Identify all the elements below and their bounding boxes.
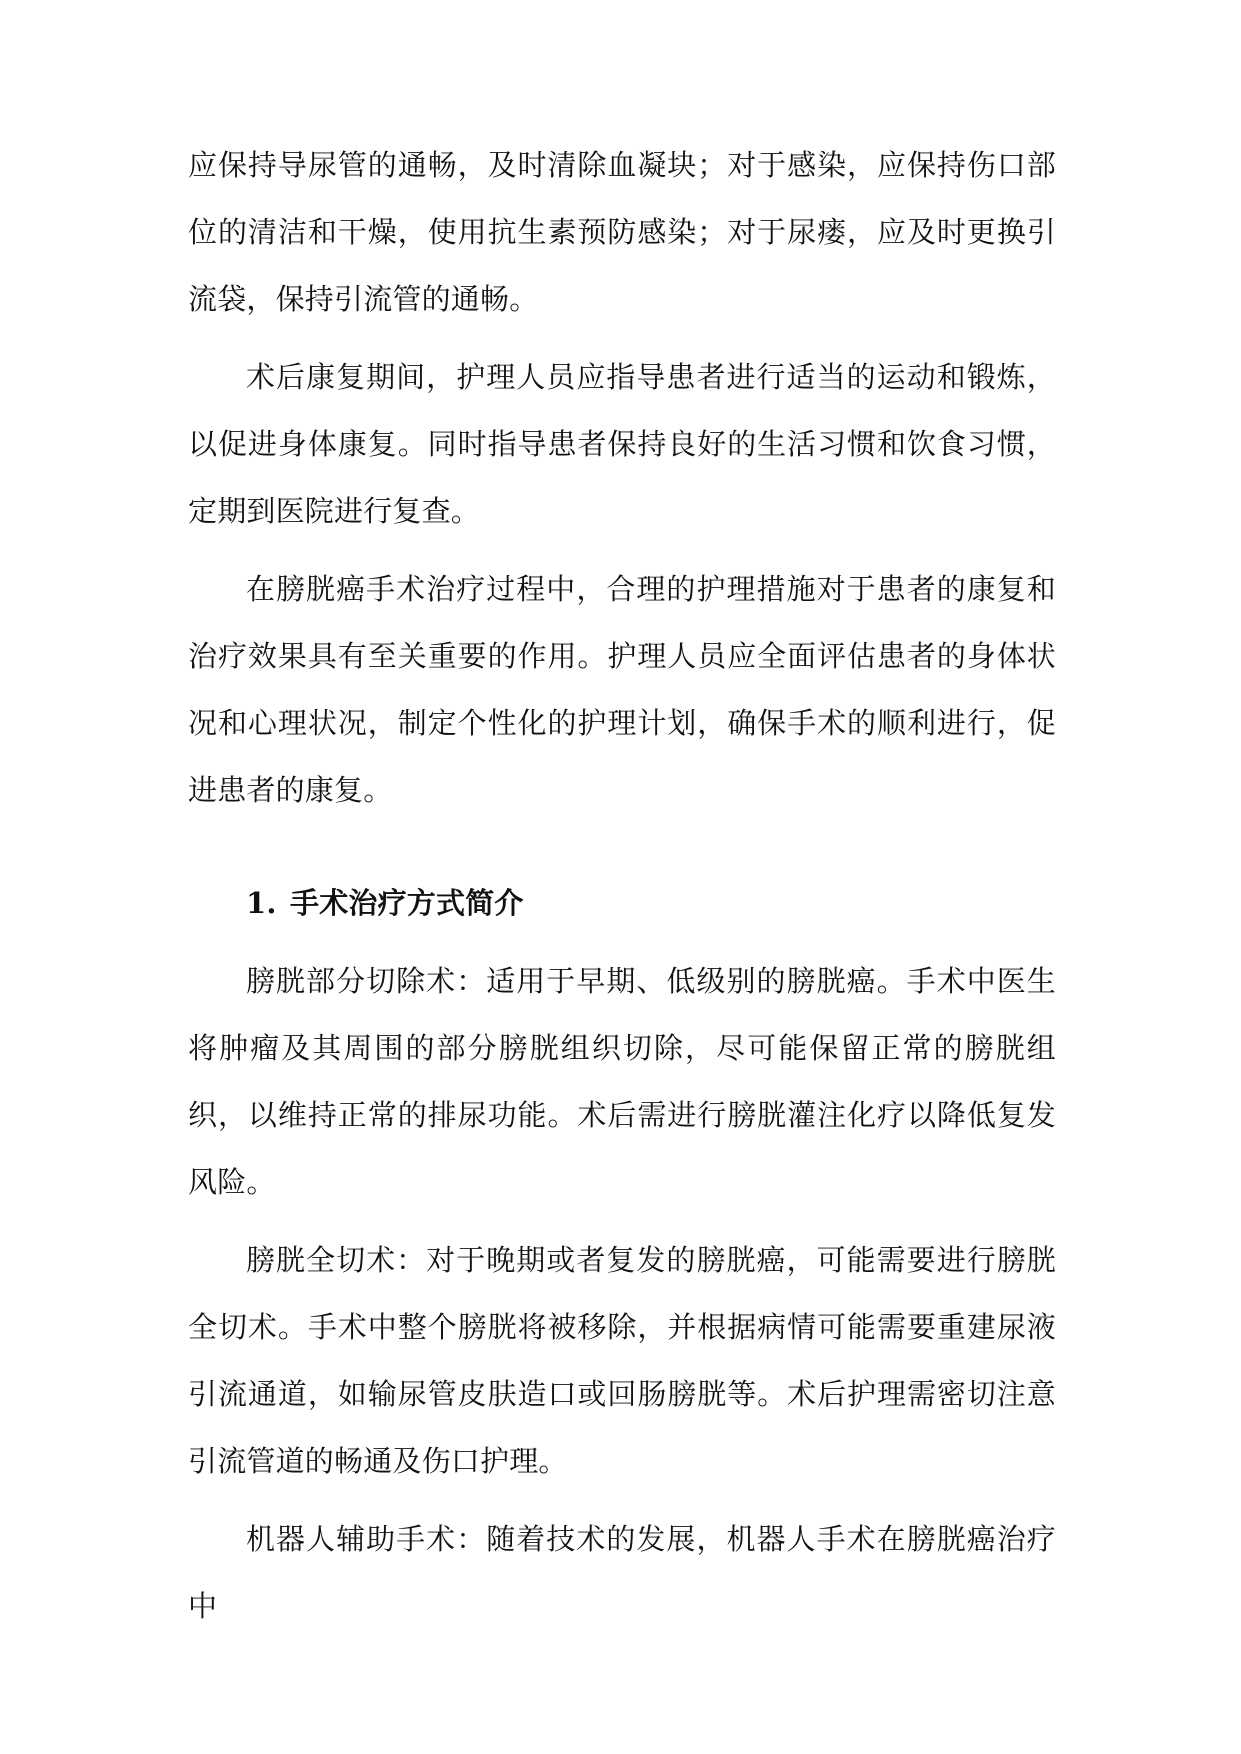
paragraph-rehabilitation: 术后康复期间，护理人员应指导患者进行适当的运动和锻炼，以促进身体康复。同时指导患者保持良好的生活习惯和饮食习惯，定期到医院进行复查。	[188, 360, 1056, 528]
section-title: 手术治疗方式简介	[290, 886, 524, 920]
paragraph-partial-cystectomy: 膀胱部分切除术：适用于早期、低级别的膀胱癌。手术中医生将肿瘤及其周围的部分膀胱组织切除，尽可能保留正常的膀胱组织，以维持正常的排尿功能。术后需进行膀胱灌注化疗以降低复发风险。	[188, 964, 1056, 1199]
document-page	[188, 132, 1056, 1640]
section-number: 1.	[246, 886, 277, 920]
paragraph-radical-cystectomy: 膀胱全切术：对于晚期或者复发的膀胱癌，可能需要进行膀胱全切术。手术中整个膀胱将被移除，并根据病情可能需要重建尿液引流通道，如输尿管皮肤造口或回肠膀胱等。术后护理需密切注意引流管道的畅通及伤口护理。	[188, 1243, 1056, 1478]
paragraph-postop-complications: 应保持导尿管的通畅，及时清除血凝块；对于感染，应保持伤口部位的清洁和干燥，使用抗生素预防感染；对于尿瘘，应及时更换引流袋，保持引流管的通畅。	[188, 148, 1056, 316]
section-heading	[188, 870, 1056, 937]
paragraph-nursing-summary: 在膀胱癌手术治疗过程中，合理的护理措施对于患者的康复和治疗效果具有至关重要的作用。护理人员应全面评估患者的身体状况和心理状况，制定个性化的护理计划，确保手术的顺利进行，促进患者的康复。	[188, 572, 1056, 807]
paragraph-robotic-surgery: 机器人辅助手术：随着技术的发展，机器人手术在膀胱癌治疗中	[188, 1522, 1056, 1623]
